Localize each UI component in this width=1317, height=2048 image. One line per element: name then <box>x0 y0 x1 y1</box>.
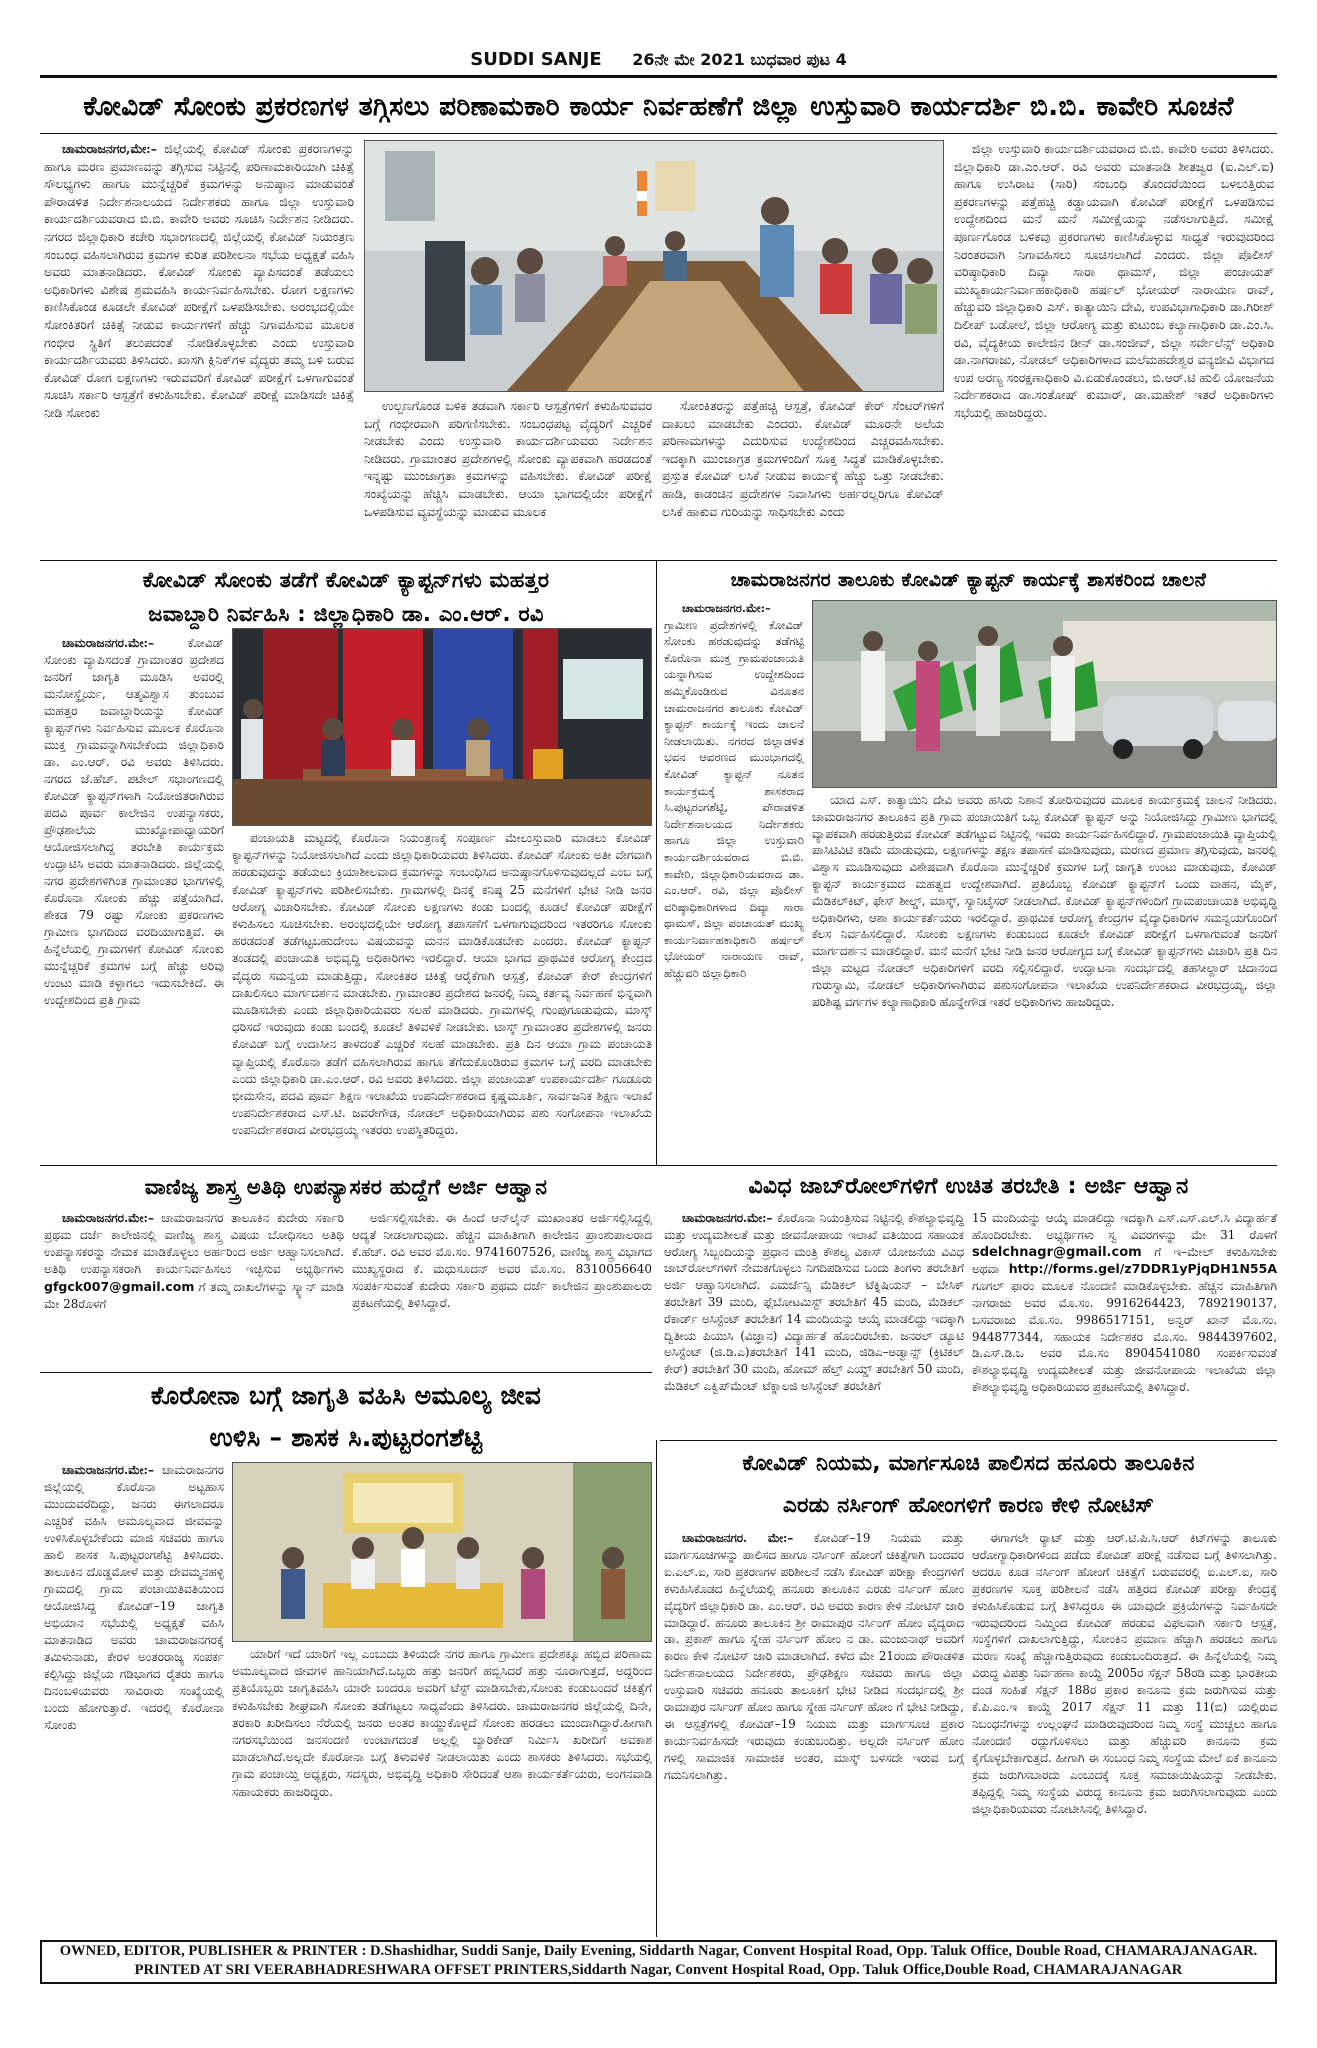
article-2-headline-line-1: ಕೋವಿಡ್ ಸೋಂಕು ತಡೆಗೆ ಕೋವಿಡ್ ಕ್ಯಾಪ್ಟನ್‌ಗಳು ಮಹತ್ತರ <box>142 568 550 592</box>
article-1-headline: ಕೋವಿಡ್ ಸೋಂಕು ಪ್ರಕರಣಗಳ ತಗ್ಗಿಸಲು ಪರಿಣಾಮಕಾರಿ ಕಾರ್ಯ ನಿರ್ವಹಣೆಗೆ ಜಿಲ್ಲಾ ಉಸ್ತುವಾರಿ ಕಾರ್ಯದರ್ಶಿ ಬಿ.ಬಿ. ಕಾವೇರಿ ಸೂಚನೆ <box>83 91 1234 122</box>
training-stage-photo <box>232 628 652 826</box>
awareness-meeting-illustration <box>233 1463 652 1642</box>
article-1-col-4: ಜಿಲ್ಲಾ ಉಸ್ತುವಾರಿ ಕಾರ್ಯದರ್ಶಿಯವರಾದ ಬಿ.ಬಿ. ಕಾವೇರಿ ಅವರು ತಿಳಿಸಿದರು. ಜಿಲ್ಲಾಧಿಕಾರಿ ಡಾ.ಎಂ.ಆರ್. ರವಿ ಅವರು ಮಾತನಾಡಿ ಶೀತಜ್ವರ (ಐ.ಎಲ್.ಐ) ಹಾಗೂ ಉಸಿರಾಟ (ಸಾರಿ) ಸಂಬಂಧಿ ತೊಂದರೆಯಿಂದ ಬಳಲುತ್ತಿರುವ ಪ್ರಕರಣಗಳನ್ನು ಪತ್ತೆಹಚ್ಚಿ ಕಡ್ಡಾಯವಾಗಿ ಕೋವಿಡ್ ಪರೀಕ್ಷೆಗೆ ಒಳಪಡಿಸುವ ಉದ್ದೇಶದಿಂದ ಮನೆ ಮನೆ ಸಮೀಕ್ಷೆಯನ್ನು ನಡೆಸಲಾಗುತ್ತಿದೆ. ಸಮೀಕ್ಷೆ ಪೂರ್ಣಗೊಂಡ ಬಳಿಕವು ಪ್ರಕರಣಗಳು ಕಾಣಿಸಿಕೊಳ್ಳುವ ಸಾಧ್ಯತೆ ಇರುವುದರಿಂದ ನಿರಂತರವಾಗಿ ನಿಗಾವಹಿಸಲು ಸೂಚಿಸಲಾಗಿದೆ ಎಂದರು. ಜಿಲ್ಲಾ ಪೊಲೀಸ್ ವರಿಷ್ಠಾಧಿಕಾರಿ ದಿವ್ಯಾ ಸಾರಾ ಥಾಮಸ್, ಜಿಲ್ಲಾ ಪಂಚಾಯತ್ ಮುಖ್ಯಕಾರ್ಯನಿರ್ವಾಹಕಾಧಿಕಾರಿ ಹರ್ಷಲ್ ಭೋಯರ್ ನಾರಾಯಣ ರಾವ್, ಹೆಚ್ಚುವರಿ ಜಿಲ್ಲಾಧಿಕಾರಿ ಎಸ್. ಕಾತ್ಯಾಯಿನಿ ದೇವಿ, ಉಪವಿಭಾಗಾಧಿಕಾರಿ ಡಾ.ಗಿರೀಶ್ ದಿಲೀಪ್ ಬಡೋಲೆ, ಜಿಲ್ಲಾ ಆರೋಗ್ಯ ಮತ್ತು ಕುಟುಂಬ ಕಲ್ಯಾಣಾಧಿಕಾರಿ ಡಾ.ಎಂ.ಸಿ. ರವಿ, ವೈದ್ಯಕೀಯ ಕಾಲೇಜಿನ ಡೀನ್ ಡಾ.ಸಂಜೀವ್, ಜಿಲ್ಲಾ ಸರ್ವೇಲೆನ್ಸ್ ಅಧಿಕಾರಿ ಡಾ.ನಾಗರಾಜು, ನೋಡಲ್ ಅಧಿಕಾರಿಗಳಾದ ಮಲೆಮಹದೇಶ್ವರ ವನ್ಯಜೀವಿ ವಿಭಾಗದ ಉಪ ಅರಣ್ಯ ಸಂರಕ್ಷಣಾಧಿಕಾರಿ ವಿ.ಏಡುಕೊಂಡಲು, ಬಿ.ಆರ್.ಟಿ ಹುಲಿ ಯೋಜನೆಯ ನಿರ್ದೇಶಕರಾದ ಡಾ.ಸಂತೋಷ್ ಕುಮಾರ್, ಡಾ.ಮಹೇಶ್ ಇತರೆ ಅಧಿಕಾರಿಗಳು ಸಭೆಯಲ್ಲಿ ಹಾಜರಿದ್ದರು. <box>954 141 1274 420</box>
divider-col-a2-a3 <box>656 560 657 1165</box>
paper-name: SUDDI SANJE <box>470 49 602 70</box>
divider-col-lower <box>656 1440 657 1937</box>
dateline: ಚಾಮರಾಜನಗರ. ಮೇ:– <box>682 1531 794 1545</box>
article-2-col-1: ಚಾಮರಾಜನಗರ.ಮೇ:– ಕೋವಿಡ್ ಸೋಂಕು ವ್ಯಾಪಿಸದಂತೆ ಗ್ರಾಮಾಂತರ ಪ್ರದೇಶದ ಜನರಿಗೆ ಜಾಗೃತಿ ಮೂಡಿಸಿ ಅವರಲ್ಲಿ ಮನೋಸ್ಥೈರ್ಯ, ಆತ್ಮವಿಶ್ವಾಸ ತುಂಬುವ ಮಹತ್ತರ ಜವಾಬ್ದಾರಿಯನ್ನು ಕೋವಿಡ್ ಕ್ಯಾಪ್ಟನ್‌ಗಳು ನಿರ್ವಹಿಸುವ ಮೂಲಕ ಕೊರೊನಾ ಮುಕ್ತ ಗ್ರಾಮವನ್ನಾಗಿಸಬೇಕೆಂದು ಜಿಲ್ಲಾಧಿಕಾರಿ ಡಾ. ಎಂ.ಆರ್. ರವಿ ಅವರು ತಿಳಿಸಿದರು. ನಗರದ ಜೆ.ಹೆಚ್. ಪಟೇಲ್ ಸಭಾಂಗಣದಲ್ಲಿ ಕೋವಿಡ್ ಕ್ಯಾಪ್ಟನ್‌ಗಳಾಗಿ ನಿಯೋಜಿತರಾಗಿರುವ ಪದವಿ ಪೂರ್ವ ಕಾಲೇಜಿನ ಉಪನ್ಯಾಸಕರು, ಪ್ರೌಢಶಾಲೆಯ ಮುಖ್ಯೋಪಾಧ್ಯಾಯರಿಗೆ ಆಯೋಜಿಸಲಾಗಿದ್ದ ತರಬೇತಿ ಕಾರ್ಯಕ್ರಮ ಉದ್ಘಾಟಿಸಿ ಅವರು ಮಾತನಾಡಿದರು. ಜಿಲ್ಲೆಯಲ್ಲಿ ನಗರ ಪ್ರದೇಶಗಳಿಗಿಂತ ಗ್ರಾಮಾಂತರ ಭಾಗಗಳಲ್ಲಿ ಕೊರೊನಾ ಸೋಂಕು ಹೆಚ್ಚು ಪತ್ತೆಯಾಗಿದೆ. ಶೇಕಡ 79 ರಷ್ಟು ಸೋಂಕು ಪ್ರಕರಣಗಳು ಗ್ರಾಮೀಣ ಭಾಗದಿಂದ ವರದಿಯಾಗುತ್ತಿವೆ. ಈ ಹಿನ್ನೆಲೆಯಲ್ಲಿ ಗ್ರಾಮಗಳಿಗೆ ಕೋವಿಡ್ ಸೋಂಕು ಮುನ್ನೆಚ್ಚರಿಕೆ ಕ್ರಮಗಳ ಬಗ್ಗೆ ಹೆಚ್ಚು ಅರಿವು ಉಂಟು ಮಾಡಿ ಕಳ್ಳಾಗಲು ಇದುಸಬೇಕಿದೆ. ಈ ಉದ್ದೇಶದಿಂದ ಪ್ರತಿ ಗ್ರಾಮ <box>44 636 224 1007</box>
article-7-headline-line-1: ಕೋವಿಡ್ ನಿಯಮ, ಮಾರ್ಗಸೂಚಿ ಪಾಲಿಸದ ಹನೂರು ತಾಲೂಕಿನ <box>742 1451 1195 1476</box>
article-5-col-2: ಅರ್ಜಿಸಲ್ಲಿಸಬೇಕು. ಈ ಹಿಂದೆ ಆನ್‌ಲೈನ್ ಮುಖಾಂತರ ಅರ್ಜಿಸಲ್ಲಿಸಿದ್ದಲ್ಲಿ ಆದ್ಯತೆ ನೀಡಲಾಗುವುದು. ಹೆಚ್ಚಿನ ಮಾಹಿತಿಗಾಗಿ ಕಾಲೇಜಿನ ಪ್ರಾಂಶುಪಾಲರಾದ ಕೆ.ಹೆಚ್. ರವಿ ಅವರ ಮೊ.ಸಂ. 9741607526, ವಾಣಿಜ್ಯ ಶಾಸ್ತ್ರ ವಿಭಾಗದ ಮುಖ್ಯಸ್ಥರಾದ ಕೆ. ಮಧುಸೂದನ್ ಅವರ ಮೊ.ಸಂ. 8310056640 ಸಂಪರ್ಕಿಸುವಂತೆ ಕುದೇರು ಸರ್ಕಾರಿ ಪ್ರಥಮ ದರ್ಜೆ ಕಾಲೇಜಿನ ಪ್ರಾಂಶುಪಾಲರು ಪ್ರಕಟಣೆಯಲ್ಲಿ ತಿಳಿಸಿದ್ದಾರೆ. <box>352 1211 652 1310</box>
dateline: ಚಾಮರಾಜನಗರ.ಮೇ:– <box>682 1211 773 1225</box>
article-5-col-1: ಚಾಮರಾಜನಗರ.ಮೇ:– ಚಾಮರಾಜನಗರ ತಾಲೂಕಿನ ಕುದೇರು ಸರ್ಕಾರಿ ಪ್ರಥಮ ದರ್ಜೆ ಕಾಲೇಜಿನಲ್ಲಿ ವಾಣಿಜ್ಯ ಶಾಸ್ತ್ರ ವಿಷಯ ಬೋಧಿಸಲು ಅತಿಥಿ ಉಪನ್ಯಾಸಕರನ್ನು ನೇಮಕ ಮಾಡಿಕೊಳ್ಳಲು ಅರ್ಹರಿಂದ ಅರ್ಜಿ ಆಹ್ವಾನಿಸಲಾಗಿದೆ. ಅತಿಥಿ ಉಪನ್ಯಾಸಕರಾಗಿ ಕಾರ್ಯನಿರ್ವಹಿಸಲು ಇಚ್ಛಿಸುವ ಅಭ್ಯರ್ಥಿಗಳು gfgck007@gmail.com ಗೆ ತಮ್ಮ ದಾಖಲೆಗಳನ್ನು ಸ್ಕ್ಯಾನ್ ಮಾಡಿ ಮೇ 28ರೊಳಗೆ <box>44 1211 344 1311</box>
article-1-col-1: ಚಾಮರಾಜನಗರ,ಮೇ:– ಜಿಲ್ಲೆಯಲ್ಲಿ ಕೋವಿಡ್ ಸೋಂಕು ಪ್ರಕರಣಗಳನ್ನು ಹಾಗೂ ಮರಣ ಪ್ರಮಾಣವನ್ನು ತಗ್ಗಿಸುವ ನಿಟ್ಟಿನಲ್ಲಿ ಪರಿಣಾಮಕಾರಿಯಾಗಿ ಚಿಕಿತ್ಸೆ ಸೌಲಭ್ಯಗಳು ಹಾಗೂ ಮುನ್ನೆಚ್ಚರಿಕೆ ಕ್ರಮಗಳನ್ನು ಅನುಷ್ಠಾನ ಮಾಡುವಂತೆ ಪೌರಾಡಳಿತ ನಿರ್ದೇಶನಾಲಯದ ನಿರ್ದೇಶಕರು ಹಾಗೂ ಜಿಲ್ಲಾ ಉಸ್ತುವಾರಿ ಕಾರ್ಯದರ್ಶಿಯವರಾದ ಬಿ.ಬಿ. ಕಾವೇರಿ ಅವರು ಸೂಚಿಸಿ ನಿರ್ದೇಶನ ನೀಡಿದರು. ನಗರದ ಜಿಲ್ಲಾಧಿಕಾರಿ ಕಚೇರಿ ಸಭಾಂಗಣದಲ್ಲಿ ಜಿಲ್ಲೆಯಲ್ಲಿ ಕೋವಿಡ್ ನಿಯಂತ್ರಣ ಸಂಬಂಧ ವಹಿಸಲಾಗಿರುವ ಕ್ರಮಗಳ ಕುರಿತ ಪರಿಶೀಲನಾ ಸಭೆಯ ಅಧ್ಯಕ್ಷತೆ ವಹಿಸಿ ಅವರು ಮಾತನಾಡಿದರು. ಕೋವಿಡ್ ಸೋಂಕು ವ್ಯಾಪಿಸದಂತೆ ತಡೆಯಲು ಅಧಿಕಾರಿಗಳು ವಿಶೇಷ ಶ್ರಮವಹಿಸಿ ಕಾರ್ಯನಿರ್ವಹಿಸಬೇಕು. ರೋಗ ಲಕ್ಷಣಗಳು ಕಾಣಿಸಿಕೊಂಡ ಕೂಡಲೇ ಕೋವಿಡ್ ಪರೀಕ್ಷೆಗೆ ಒಳಪಡಿಸಬೇಕು. ಅರಂಭದಲ್ಲಿಯೇ ಸೋಂಕಿತರಿಗೆ ಚಿಕಿತ್ಸೆ ನೀಡುವ ಕಾರ್ಯಗಳಿಗೆ ಹೆಚ್ಚು ನಿಗಾವಹಿಸುವ ಮೂಲಕ ಗಂಭೀರ ಸ್ಥಿತಿಗೆ ತಲುಪದಂತೆ ನೋಡಿಕೊಳ್ಳಬೇಕು ಎಂದು ಉಸ್ತುವಾರಿ ಕಾರ್ಯದರ್ಶಿಯವರು ತಿಳಿಸಿದರು. ಖಾಸಗಿ ಕ್ಲಿನಿಕ್‌ಗಳ ವೈದ್ಯರು ತಮ್ಮ ಬಳಿ ಬರುವ ಕೋವಿಡ್ ರೋಗ ಲಕ್ಷಣಗಳು ಇರುವವರಿಗೆ ಕೋವಿಡ್ ಪರೀಕ್ಷೆಗೆ ಒಳಗಾಗುವಂತೆ ಸೂಚಿಸಿ ಸರ್ಕಾರಿ ಆಸ್ಪತ್ರೆಗೆ ಕಳುಹಿಸಬೇಕು. ಕೋವಿಡ್ ಪರೀಕ್ಷೆ ಮಾಡಿಸದೇ ಚಿಕಿತ್ಸೆ ನೀಡಿ ಸೋಂಕು <box>44 141 354 420</box>
masthead <box>40 48 1277 74</box>
article-7-col-1: ಚಾಮರಾಜನಗರ. ಮೇ:– ಕೋವಿಡ್–19 ನಿಯಮ ಮತ್ತು ಮಾರ್ಗಸೂಚಿಗಳನ್ನು ಪಾಲಿಸದ ಹಾಗೂ ನರ್ಸಿಂಗ್ ಹೋಂಗೆ ಚಿಕಿತ್ಸೆಗಾಗಿ ಬಂದವರ ಐ.ಎಲ್.ಐ, ಸಾರಿ ಪ್ರಕರಣಗಳ ಪರಿಶೀಲನೆ ನಡೆಸಿ ಕೋವಿಡ್ ಪರೀಕ್ಷಾ ಕೇಂದ್ರಗಳಿಗೆ ಕಳುಹಿಸಿಕೊಡದ ಹಿನ್ನೆಲೆಯಲ್ಲಿ ಹನೂರು ತಾಲೂಕಿನ ಎರಡು ನರ್ಸಿಂಗ್ ಹೋಂ ವೈದ್ಯರಿಗೆ ಜಿಲ್ಲಾಧಿಕಾರಿ ಡಾ. ಎಂ.ಆರ್. ರವಿ ಅವರು ಕಾರಣ ಕೇಳಿ ನೋಟಿಸ್ ಜಾರಿ ಮಾಡಿದ್ದಾರೆ. ಹನೂರು ತಾಲೂಕಿನ ಶ್ರೀ ರಾಮಾಪುರ ನರ್ಸಿಂಗ್ ಹೋಂ ವೈದ್ಯರಾದ ಡಾ. ಪ್ರಕಾಶ್ ಹಾಗೂ ಸ್ನೇಹ ನರ್ಸಿಂಗ್ ಹೋಂ ನ ಡಾ. ಮಂಜುನಾಥ್ ಅವರಿಗೆ ಕಾರಣ ಕೇಳಿ ನೋಟಿಸ್ ಜಾರಿ ಮಾಡಲಾಗಿದೆ. ಕಳೆದ ಮೇ 21ರಂದು ಪೌರಾಡಳಿತ ನಿರ್ದೇಶನಾಲಯದ ನಿರ್ದೇಶಕರು, ಪ್ರೌಢಶಿಕ್ಷಣ ಸಚಿವರು ಹಾಗೂ ಜಿಲ್ಲಾ ಉಸ್ತುವಾರಿ ಸಚಿವರು ಹನೂರು ತಾಲೂಕಿಗೆ ಭೇಟಿ ನೀಡಿದ ಸಂದರ್ಭದಲ್ಲಿ ಶ್ರೀ ರಾಮಾಪುರ ನರ್ಸಿಂಗ್ ಹೋಂ ಹಾಗೂ ಸ್ನೇಹ ನರ್ಸಿಂಗ್ ಹೋಂ ಗೆ ಭೇಟಿ ನೀಡಿದ್ದು, ಈ ಆಸ್ಪತ್ರೆಗಳಲ್ಲಿ ಕೋವಿಡ್–19 ನಿಯಮ ಮತ್ತು ಮಾರ್ಗಸೂಚಿ ಪ್ರಕಾರ ಕಾರ್ಯನಿರ್ವಹಿಸದೇ ಇರುವುದು ಕಂಡುಬಂದಿತ್ತು. ಅಲ್ಲದೇ ನರ್ಸಿಂಗ್ ಹೋಂ ಗಳಲ್ಲಿ ಸಾಮಾಜಿಕ ಸಾಮಾಜಿಕ ಅಂತರ, ಮಾಸ್ಕ್ ಬಳಸದೇ ಇರುವ ಬಗ್ಗೆ ಗಮನಿಸಲಾಗಿತ್ತು. <box>664 1531 964 1782</box>
dateline: ಚಾಮರಾಜನಗರ,ಮೇ:– <box>62 141 157 156</box>
article-7-headline-line-2: ಎರಡು ನರ್ಸಿಂಗ್ ಹೋಂಗಳಿಗೆ ಕಾರಣ ಕೇಳಿ ನೋಟಿಸ್ <box>782 1493 1155 1518</box>
article-1-col-2: ಉಲ್ಬಣಗೊಂಡ ಬಳಿಕ ತಡವಾಗಿ ಸರ್ಕಾರಿ ಆಸ್ಪತ್ರೆಗಳಿಗೆ ಕಳುಹಿಸುವವರ ಬಗ್ಗೆ ಗಂಭೀರವಾಗಿ ಪರಿಗಣಿಸಬೇಕು. ಸಂಬಂಧಪಟ್ಟ ವೈದ್ಯರಿಗೆ ಎಚ್ಚರಿಕೆ ನೀಡಬೇಕು ಎಂದು ಉಸ್ತುವಾರಿ ಕಾರ್ಯದರ್ಶಿಯವರು ನಿರ್ದೇಶನ ನೀಡಿದರು. ಗ್ರಾಮಾಂತರ ಪ್ರದೇಶಗಳಲ್ಲಿ ಸೋಂಕು ವ್ಯಾಪಕವಾಗಿ ಹರಡದಂತೆ ಇನ್ನಷ್ಟು ಮುಂಜಾಗ್ರತಾ ಕ್ರಮಗಳನ್ನು ವಹಿಸಬೇಕು. ಕೋವಿಡ್ ಪರೀಕ್ಷೆ ಸಂಖ್ಯೆಯನ್ನು ಹೆಚ್ಚಿಸಿ ಮಾಡಬೇಕು. ಆಯಾ ಭಾಗದಲ್ಲಿಯೇ ಪರೀಕ್ಷೆಗೆ ಒಳಪಡಿಸುವ ವ್ಯವಸ್ಥೆಯನ್ನು ಮಾಡುವ ಮೂಲಕ <box>364 398 652 519</box>
article-4-headline: ವಿವಿಧ ಜಾಬ್‌ರೋಲ್‌ಗಳಿಗೆ ಉಚಿತ ತರಬೇತಿ : ಅರ್ಜಿ ಆಹ್ವಾನ <box>748 1174 1189 1199</box>
dateline: ಚಾಮರಾಜನಗರ.ಮೇ:– <box>682 601 771 615</box>
dateline: ಚಾಮರಾಜನಗರ.ಮೇ:– <box>62 636 154 650</box>
article-7-col-2: ಈಗಾಗಲೇ ರ್‍ಯಾಟ್ ಮತ್ತು ಆರ್.ಟಿ.ಪಿ.ಸಿ.ಆರ್ ಕಿಟ್‌ಗಳನ್ನು ತಾಲೂಕು ಆರೋಗ್ಯಾಧಿಕಾರಿಗಳಿಂದ ಪಡೆದು ಕೋವಿಡ್ ಪರೀಕ್ಷೆ ನಡೆಸುವ ಬಗ್ಗೆ ತಿಳಿಸಲಾಗಿತ್ತು. ಆದರೂ ಕೂಡ ನರ್ಸಿಂಗ್ ಹೋಂಗೆ ಚಿಕಿತ್ಸೆಗೆ ಬರುವವರಲ್ಲಿ ಐ.ಎಲ್.ಐ, ಸಾರಿ ಪ್ರಕರಣಗಳ ಸೂಕ್ತ ಪರಿಶೀಲನೆ ನಡೆಸಿ ಹತ್ತಿರದ ಕೋವಿಡ್ ಪರೀಕ್ಷಾ ಕೇಂದ್ರಕ್ಕೆ ಕಳುಹಿಸಿಕೊಡುವ ಬಗ್ಗೆ ತಿಳಿಸಿದ್ದರೂ ಈ ಯಾವುದೇ ಪ್ರಕ್ರಿಯೆಗಳನ್ನು ನಿರ್ವಹಿಸದೇ ಇರುವುದರಿಂದ ನಿಮ್ಮಿಂದ ಕೋವಿಡ್ ಹರಡುವ ವಿಫಲವಾಗಿ ಸರ್ಕಾರಿ ಆಸ್ಪತ್ರೆ, ಸಂಸ್ಥೆಗಳಿಗೆ ದಾಖಲಾಗುತ್ತಿದ್ದು, ಸೋಂಕಿನ ಪ್ರಮಾಣ ಹೆಚ್ಚಾಗಿ ಹರಡಲು ಹಾಗೂ ಮರಣ ಸಂಖ್ಯೆ ಹೆಚ್ಚಾಗುತ್ತಿರುವುದು ಕಂಡುಬಂದಿರುತ್ತದೆ. ಈ ಹಿನ್ನೆಲೆಯಲ್ಲಿ ನಿಮ್ಮ ವಿರುದ್ಧ ವಿಪತ್ತು ನಿರ್ವಹಣಾ ಕಾಯ್ದೆ 2005ರ ಸೆಕ್ಷನ್ 58ರಡಿ ಮತ್ತು ಭಾರತೀಯ ದಂಡ ಸಂಹಿತೆ ಸೆಕ್ಷನ್ 188ರ ಪ್ರಕಾರ ಕಾನೂನು ಕ್ರಮ ಜರುಗಿಸುವ ಮತ್ತು ಕೆ.ಪಿ.ಎಂ.ಇ ಕಾಯ್ದೆ 2017 ಸೆಕ್ಷನ್ 11 ಮತ್ತು 11(ಬಿ) ಯಲ್ಲಿರುವ ನಿಬಂಧನೆಗಳನ್ನು ಉಲ್ಲಂಘನೆ ಮಾಡಿರುವುದರಿಂದ ನಿಮ್ಮ ಸಂಸ್ಥೆ ಮುಚ್ಚಲು ಹಾಗೂ ನೋಂದಣಿ ರದ್ದುಗೊಳಿಸಲು ಮತ್ತು ಹೆಚ್ಚುವರಿ ಕಾನೂನು ಕ್ರಮ ಕೈಗೊಳ್ಳಬೇಕಾಗುತ್ತದೆ. ಹೀಗಾಗಿ ಈ ಸಂಬಂಧ ನಿಮ್ಮ ಸಂಸ್ಥೆಯ ಮೇಲೆ ಏಕೆ ಕಾನೂನು ಕ್ರಮ ಜರುಗಿಸಬಾರದು ಎಂಬುದಕ್ಕೆ ಸೂಕ್ತ ಸಮಜಾಯಿಷಿಯನ್ನು ನೀಡಬೇಕು. ತಪ್ಪಿದ್ದಲ್ಲಿ ನಿಮ್ಮ ಸಂಸ್ಥೆಯ ವಿರುದ್ಧ ಕಾನೂನು ಕ್ರಮ ಜರುಗಿಸಲಾಗುವುದು ಎಂದು ಜಿಲ್ಲಾಧಿಕಾರಿಯವರು ನೋಟೀಸಿನಲ್ಲಿ ತಿಳಿಸಿದ್ದಾರೆ. <box>972 1531 1277 1816</box>
divider-a5-a6 <box>40 1372 652 1373</box>
divider-a4-a7 <box>660 1440 1277 1441</box>
article-2-col-2: ಪಂಚಾಯತಿ ಮಟ್ಟದಲ್ಲಿ ಕೊರೊನಾ ನಿಯಂತ್ರಣಕ್ಕೆ ಸಂಪೂರ್ಣ ಮೇಲುಸ್ತುವಾರಿ ಮಾಡಲು ಕೋವಿಡ್ ಕ್ಯಾಪ್ಟನ್‌ಗಳನ್ನು ನಿಯೋಜಿಸಲಾಗಿದೆ ಎಂದು ಜಿಲ್ಲಾಧಿಕಾರಿಯವರು ತಿಳಿಸಿದರು. ಕೋವಿಡ್ ಸೋಂಕು ಅತೀ ವೇಗವಾಗಿ ಹರಡುವುದನ್ನು ತಡೆಯಲು ಕ್ರಿಯಾಶೀಲವಾದ ಕ್ರಮಗಳನ್ನು ಸಂಬಂಧಿಸಿದ ಅನುಷ್ಠಾನಗೊಳಿಸುವುದಲ್ಲದೆ ಎಂಬ ಬಗ್ಗೆ ಕೋವಿಡ್ ಕ್ಯಾಪ್ಟನ್‌ಗಳು ಪರಿಶೀಲಿಸಬೇಕು. ಗ್ರಾಮಗಳಲ್ಲಿ ದಿನಕ್ಕೆ ಕನಿಷ್ಠ 25 ಮನೆಗಳಿಗೆ ಭೇಟಿ ನೀಡಿ ಜನರ ಆರೋಗ್ಯ ವಿಚಾರಿಸಬೇಕು. ಕೋವಿಡ್ ಸೋಂಕು ಲಕ್ಷಣಗಳು ಕಂಡು ಬಂದಲ್ಲಿ ಕೂಡಲೆ ಕೋವಿಡ್ ಪರೀಕ್ಷೆಗೆ ಕಳುಹಿಸಲು ಸೂಚಿಸಬೇಕು. ಅರಂಭದಲ್ಲಿಯೇ ಆರೋಗ್ಯ ತಪಾಸಣೆಗೆ ಒಳಗಾಗುವುದರಿಂದ ಇತರರಿಗೂ ಸೋಂಕು ಹರಡದಂತೆ ತಡೆಗಟ್ಟಬಹುದೇಂಬ ವಿಷಯವನ್ನು ಮನನ ಮಾಡಿಕೊಡಬೇಕು ಎಂದರು. ಕೋವಿಡ್ ಕ್ಯಾಪ್ಟನ್ ತಂಡದಲ್ಲಿ ಪಂಚಾಯತಿ ಅಭಿವೃದ್ಧಿ ಅಧಿಕಾರಿಗಳು ಇರಲಿದ್ದಾರೆ. ಆಯಾ ಭಾಗದ ಪ್ರಾಥಮಿಕ ಆರೋಗ್ಯ ಕೇಂದ್ರದ ವೈದ್ಯರು ಸಮನ್ವಯ ಮಾಡುತ್ತಿದ್ದು, ಸೋಂಕಿತರ ಚಿಕಿತ್ಸೆ ಆರೈಕೆಗಾಗಿ ಆಸ್ಪತ್ರೆ, ಕೋವಿಡ್ ಕೇರ್ ಕೇಂದ್ರಗಳಿಗೆ ದಾಖಲಿಸಲು ಮಾರ್ಗದರ್ಶನ ಮಾಡಬೇಕು. ಗ್ರಾಮಾಂತರ ಪ್ರದೇಶದ ಜನರಲ್ಲಿ ನಿಮ್ಮ ಕರ್ತವ್ಯ ನಿರ್ವಹಣೆ ಭಿನ್ನವಾಗಿ ಮೂಡಿಸಬೇಕು ಎಂದು ಜಿಲ್ಲಾಧಿಕಾರಿಯವರು ಸಲಹೆ ಮಾಡಿದರು. ಗ್ರಾಮಗಳಲ್ಲಿ ಗುಂಪುಗೂಡುವುದು, ಮಾಸ್ಕ್ ಧರಿಸದೆ ಇರುವುದು ಕಂಡು ಬಂದಲ್ಲಿ ಕೂಡಲೆ ತಿಳಿವಳಿಕೆ ನೀಡಬೇಕು. ಟಾಸ್ಕ್ ಗ್ರಾಮಾಂತರ ಪ್ರದೇಶಗಳಲ್ಲಿ ಜನರು ಕೋವಿಡ್ ಬಗ್ಗೆ ಉದಾಸೀನ ತಾಳದಂತೆ ಎಚ್ಚರಿಕೆ ಸಲಹೆ ಮಾಡಬೇಕು. ಪ್ರತಿ ದಿನ ಆಯಾ ಗ್ರಾಮ ಪಂಚಾಯತಿ ವ್ಯಾಪ್ತಿಯಲ್ಲಿ ಕೊರೊನಾ ತಡೆಗೆ ವಹಿಸಲಾಗಿರುವ ಹಾಗೂ ತೆಗೆದುಕೊಂಡಿರುವ ಕ್ರಮಗಳ ಬಗ್ಗೆ ವರದಿ ಮಾಡಬೇಕು ಎಂದು ಜಿಲ್ಲಾಧಿಕಾರಿ ಡಾ.ಎಂ.ಆರ್. ರವಿ ಅವರು ತಿಳಿಸಿದರು. ಜಿಲ್ಲಾ ಪಂಚಾಯತ್ ಉಪಕಾರ್ಯದರ್ಶಿ ಗೂಡೂರು ಭೀಮಸೇನ, ಪದವಿ ಪೂರ್ವ ಶಿಕ್ಷಣ ಇಲಾಖೆಯ ಉಪನಿರ್ದೇಶಕರಾದ ಕೃಷ್ಣಮೂರ್ತಿ, ಸಾರ್ವಜನಿಕ ಶಿಕ್ಷಣ ಇಲಾಖೆ ಉಪನಿರ್ದೇಶಕರಾದ ಎಸ್.ಟಿ. ಜವರೇಗೌಡ, ನೋಡಲ್ ಅಧಿಕಾರಿಯಾಗಿರುವ ಪಶು ಸಂಗೋಪನಾ ಇಲಾಖೆಯ ಉಪನಿರ್ದೇಶಕರಾದ ವೀರಭದ್ರಯ್ಯ ಇತರರು ಉಪಸ್ಥಿತರಿದ್ದರು. <box>232 831 652 1138</box>
article-3-col-2: ಯಾದ ಎಸ್. ಕಾತ್ಯಾಯಿನಿ ದೇವಿ ಅವರು ಹಸಿರು ನಿಶಾನೆ ತೋರಿಸುವುದರ ಮೂಲಕ ಕಾರ್ಯಕ್ರಮಕ್ಕೆ ಚಾಲನೆ ನೀಡಿದರು. ಚಾಮರಾಜನಗರ ತಾಲೂಕಿನ ಪ್ರತಿ ಗ್ರಾಮ ಪಂಚಾಯಿತಿಗೆ ಒಬ್ಬ ಕೋವಿಡ್ ಕ್ಯಾಪ್ಟನ್ ಅನ್ನು ನಿಯೋಜಿಸಿದ್ದು ಗ್ರಾಮೀಣ ಭಾಗದಲ್ಲಿ ವ್ಯಾಪಕವಾಗಿ ಹರಡುತ್ತಿರುವ ಕೋವಿಡ್ ತಡೆಗಟ್ಟುವ ನಿಟ್ಟಿನಲ್ಲಿ ಇವರು ಕಾರ್ಯನಿರ್ವಹಿಸಲಿದ್ದಾರೆ. ಗ್ರಾಮಪಂಚಾಯಿತಿ ವ್ಯಾಪ್ತಿಯಲ್ಲಿ ಪಾಸಿಟಿವಿಟಿ ಕಡಿಮೆ ಮಾಡುವುದು, ಲಕ್ಷಣಗಳನ್ನು ತಕ್ಷಣ ತಪಾಸಣೆ ಮಾಡಿಸುವುದು, ಮರಣದ ಪ್ರಮಾಣ ತಗ್ಗಿಸುವುದು, ಜನರಲ್ಲಿ ವಿಶ್ವಾಸ ಮೂಡಿಸುವುದು ವಿಶೇಷವಾಗಿ ಕೊರೊನಾ ಮುನ್ನೆಚ್ಚರಿಕೆ ಕ್ರಮಗಳ ಬಗ್ಗೆ ಜಾಗೃತಿ ಉಂಟು ಮಾಡುವುದು, ಕೋವಿಡ್ ಕ್ಯಾಪ್ಟನ್ ಕಾರ್ಯಕ್ರಮದ ಮಹತ್ವದ ಉದ್ದೇಶವಾಗಿದೆ. ಪ್ರತಿಯೊಬ್ಬ ಕೋವಿಡ್ ಕ್ಯಾಪ್ಟನ್‌ಗೆ ಒಂದು ವಾಹನ, ಮೈಕ್, ಮೆಡಿಕಲ್‌ಕಿಟ್, ಫೇಸ್ ಶೀಲ್ಡ್, ಮಾಸ್ಕ್, ಸ್ಯಾನಿಟೈಸರ್ ನೀಡಲಾಗಿದೆ. ಕೋವಿಡ್ ಕ್ಯಾಪ್ಟನ್‌ಗಳಿಂದಿಗೆ ಗ್ರಾಮಪಂಚಾಯತಿ ಅಭಿವೃದ್ಧಿ ಅಧಿಕಾರಿಗಳು, ಆಶಾ ಕಾರ್ಯಕರ್ತೆಯರು ಇರಲಿದ್ದಾರೆ. ಪ್ರಾಥಮಿಕ ಆರೋಗ್ಯ ಕೇಂದ್ರಗಳ ವೈದ್ಯಾಧಿಕಾರಿಗಳ ಸಮನ್ವಯಗೊಂದಿಗೆ ಕೆಲಸ ನಿರ್ವಹಿಸಲಿದ್ದಾರೆ. ಸೋಂಕು ಲಕ್ಷಣಗಳು ಕಂಡುಬಂದ ಕೂಡಲೇ ಕೋವಿಡ್ ಪರೀಕ್ಷೆಗೆ ಒಳಗಾಗುವಂತೆ ಜನರಿಗೆ ಮಾರ್ಗದರ್ಶನ ಮಾಡಲಿದ್ದಾರೆ. ಮನೆ ಮನೆಗೆ ಭೇಟಿ ನೀಡಿ ಜನರ ಆರೋಗ್ಯದ ಬಗ್ಗೆ ಕೋವಿಡ್ ಕ್ಯಾಪ್ಟನ್‌ಗಳು ವಿಚಾರಿಸಿ ಪ್ರತಿ ದಿನ ಜಿಲ್ಲಾ ಮಟ್ಟದ ನೋಡಲ್ ಅಧಿಕಾರಿಗಳಿಗೆ ವರದಿ ಸಲ್ಲಿಸಲಿದ್ದಾರೆ. ಉದ್ಘಾಟನಾ ಸಂದರ್ಭದಲ್ಲಿ ತಹಸೀಲ್ದಾರ್ ಚಿದಾನಂದ ಗುರುಸ್ವಾಮಿ, ನೋಡಲ್ ಅಧಿಕಾರಿಗಳಾಗಿರುವ ಪಶುಸಂಗೋಪನಾ ಇಲಾಖೆಯ ಉಪನಿರ್ದೇಶಕರಾದ ವೀರಭದ್ರಯ್ಯ, ಜಿಲ್ಲಾ ಪರಿಶಿಷ್ಟ ವರ್ಗಗಳ ಕಲ್ಯಾಣಾಧಿಕಾರಿ ಹೊನ್ನೇಗೌಡ ಇತರೆ ಅಧಿಕಾರಿಗಳು ಹಾಜರಿದ್ದರು. <box>812 793 1277 1009</box>
flag-off-illustration <box>813 601 1277 788</box>
date-line: 26ನೇ ಮೇ 2021 ಬುಧವಾರ ಪುಟ 4 <box>632 50 847 69</box>
footer-printer-line: PRINTED AT SRI VEERABHADRESHWARA OFFSET PRINTERS,Siddarth Nagar, Convent Hospital Road, Opp. Taluk Office,Double Road, CHAMARAJANAGAR <box>134 1962 1183 1978</box>
a1-rule <box>40 133 1277 134</box>
article-6-headline-line-2: ಉಳಿಸಿ – ಶಾಸಕ ಸಿ.ಪುಟ್ಟರಂಗಶೆಟ್ಟಿ <box>209 1423 483 1452</box>
article-6-col-1: ಚಾಮರಾಜನಗರ.ಮೇ:– ಚಾಮರಾಜನಗರ ಜಿಲ್ಲೆಯಲ್ಲಿ ಕೊರೊನಾ ಅಟ್ಟಹಾಸ ಮುಂದುವರೆದಿದ್ದು, ಜನರು ಈಗಲಾದರೂ ಎಚ್ಚರಿಕೆ ವಹಿಸಿ ಅಮೂಲ್ಯವಾದ ಜೀವವನ್ನು ಉಳಿಸಿಕೊಳ್ಳಬೇಕೆಂದು ಮಾಜಿ ಸಚಿವರು ಹಾಗೂ ಹಾಲಿ ಶಾಸಕ ಸಿ.ಪುಟ್ಟರಂಗಶೆಟ್ಟಿ ತಿಳಿಸಿದರು. ತಾಲೂಕಿನ ದೊಡ್ಡಮೋಳೆ ಮತ್ತು ದೇವಮ್ಮನಹಳ್ಳಿ ಗ್ರಾಮದಲ್ಲಿ ಗ್ರಾಮ ಪಂಚಾಯಿತಿವತಿಯಿಂದ ಆಯೋಜಿಸಿದ್ದ ಕೋವಿಡ್–19 ಜಾಗೃತಿ ಅಭಿಯಾನ ಸಭೆಯಲ್ಲಿ ಅಧ್ಯಕ್ಷತೆ ವಹಿಸಿ ಮಾತನಾಡಿದ ಅವರು ಚಾಮರಾಜನಗರಕ್ಕೆ ತಮಿಳುನಾಡು, ಕೇರಳ ಅಂತರರಾಜ್ಯ ಸಂಪರ್ಕ ಕಲ್ಪಿಸಿದ್ದು ಜಿಲ್ಲೆಯ ಗಡಿಭಾಗದ ರೈತರು ಹಾಗೂ ದಿನಂಬಳಿಯವರು ಸಾವಿರಾರು ಸಂಖ್ಯೆಯಲ್ಲಿ ಬಂದು ಹೋಗುತ್ತಾರೆ. ಇದರಲ್ಲಿ ಕೊರೋನಾ ಸೋಂಕು <box>44 1463 224 1732</box>
footer-owner-line: OWNED, EDITOR, PUBLISHER & PRINTER : D.Shashidhar, Suddi Sanje, Daily Evening, Siddarth Nagar, Convent Hospital Road, Opp. Taluk Office, Double Road, CHAMARAJANAGAR. <box>59 1943 1258 1959</box>
college-email[interactable]: gfgck007@gmail.com <box>44 1279 195 1294</box>
article-3-headline: ಚಾಮರಾಜನಗರ ತಾಲೂಕು ಕೋವಿಡ್ ಕ್ಯಾಪ್ಟನ್ ಕಾರ್ಯಕ್ಕೆ ಶಾಸಕರಿಂದ ಚಾಲನೆ <box>730 569 1207 591</box>
divider-row-1 <box>40 560 1277 561</box>
training-stage-illustration <box>233 629 652 826</box>
meeting-hall-illustration <box>365 141 944 392</box>
flag-off-photo <box>812 600 1277 788</box>
dateline: ಚಾಮರಾಜನಗರ.ಮೇ:– <box>62 1211 154 1225</box>
masthead-rule <box>40 75 1277 78</box>
article-2-headline-line-2: ಜವಾಬ್ದಾರಿ ನಿರ್ವಹಿಸಿ : ಜಿಲ್ಲಾಧಿಕಾರಿ ಡಾ. ಎಂ.ಆರ್. ರವಿ <box>148 602 544 626</box>
awareness-meeting-photo <box>232 1462 652 1642</box>
dateline: ಚಾಮರಾಜನಗರ.ಮೇ:– <box>62 1463 154 1477</box>
skill-dept-email[interactable]: sdelchnagr@gmail.com <box>972 1244 1142 1260</box>
article-6-headline-line-1: ಕೊರೋನಾ ಬಗ್ಗೆ ಜಾಗೃತಿ ವಹಿಸಿ ಅಮೂಲ್ಯ ಜೀವ <box>150 1381 542 1410</box>
google-form-link[interactable]: http://forms.gel/z7DDR1yPjqDH1N55A <box>1008 1261 1277 1277</box>
article-6-col-2: ಯಾರಿಗೆ ಇದೆ ಯಾರಿಗೆ ಇಲ್ಲ ಎಂಬುದು ತಿಳಿಯದೇ ನಗರ ಹಾಗೂ ಗ್ರಾಮೀಣ ಪ್ರದೇಶಕ್ಕೂ ಹಬ್ಬಿದ ಪರಿಣಾಮ ಅಮೂಲ್ಯವಾದ ಜೀವಗಳ ಹಾನಿಯಾಗಿದೆ.ಒಬ್ಬರು ಹತ್ತು ಜನರಿಗೆ ಹಬ್ಬಿಸಿದರೆ ಹತ್ತು ನೂರಾಗುತ್ತದೆ, ಅದ್ದರಿಂದ ಪ್ರತಿಯೊಬ್ಬರು ಜಾಗೃತಿವಹಿಸಿ ಯಾರೇ ಬಂದರೂ ಅವರಿಗೆ ಟೆಸ್ಟ್ ಮಾಡಿಸಬೇಕು,ಸೋಂಕು ಕಂಡುಬಂದರೆ ಚಿಕಿತ್ಸೆಗೆ ಕಳುಹಿಸಬೇಕು ಶೀಘ್ರವಾಗಿ ಸೋಂಕು ತಡೆಗಟ್ಟಲು ಸಾಧ್ಯವೆಂದು ತಿಳಿಸಿದರು. ಚಾಮರಾಜನಗರ ಜಿಲ್ಲೆಯಲ್ಲಿ ದಿನೇ, ತರಕಾರಿ ಖರೀದಿಸಲು ನೆರೆಯಲ್ಲಿ ಜನರು ಅಂತರ ಕಾಯ್ದುಕೊಳ್ಳದೆ ಸೋಂಕು ಹರಡಲು ಮುಂದಾಗಿದ್ದಾರೆ.ಹೀಗಾಗಿ ನಗರಸಭೆಯಿಂದ ಜನಸಂದಣಿ ಉಂಟಾಗದಂತೆ ಅಲ್ಲಲ್ಲಿ ಬ್ಯಾರಿಕೇಡ್ ನಿರ್ಮಿಸಿ ಖರೀದಿಗೆ ಅವಕಾಶ ಮಾಡಲಾಗಿದೆ.ಅಲ್ಲದೇ ಕೊರೋನಾ ಬಗ್ಗೆ ತಿಳುವಳಿಕೆ ನೀಡಲಾಯಿತು ಎಂದು ಶಾಸಕರು ತಿಳಿಸಿದರು. ಸಭೆಯಲ್ಲಿ ಗ್ರಾಮ ಪಂಚಾಯ್ತಿ ಅಧ್ಯಕ್ಷರು, ಸದಸ್ಯರು, ಅಭಿವೃದ್ಧಿ ಅಧಿಕಾರಿ ಸೇರಿದಂತೆ ಆಶಾ ಕಾರ್ಯಕರ್ತೆಯರು, ಅಂಗನವಾಡಿ ಸಹಾಯಕರು ಹಾಜರಿದ್ದರು. <box>232 1647 652 1799</box>
article-1-col-3: ಸೋಂಕಿತರನ್ನು ಪತ್ತೆಹಚ್ಚಿ ಆಸ್ಪತ್ರೆ, ಕೋವಿಡ್ ಕೇರ್ ಸೆಂಟರ್‌ಗಳಿಗೆ ದಾಖಲು ಮಾಡಬೇಕು ಎಂದರು. ಕೋವಿಡ್ ಮೂರನೇ ಅಲೆಯ ಪರಿಣಾಮಗಳನ್ನು ಎದುರಿಸುವ ಉದ್ದೇಶದಿಂದ ಎಚ್ಚರವಹಿಸಬೇಕು. ಇದಕ್ಕಾಗಿ ಮುಂಜಾಗ್ರತ ಕ್ರಮಗಳಿಂದಿಗೆ ಸೂಕ್ತ ಸಿದ್ಧತೆ ಮಾಡಿಕೊಳ್ಳಬೇಕು. ಪ್ರಸ್ತುತ ಕೋವಿಡ್ ಲಸಿಕೆ ನೀಡುವ ಕಾರ್ಯಕ್ಕೆ ಹೆಚ್ಚು ಒತ್ತು ನೀಡಬೇಕು. ಹಾಡಿ, ಕಾಡಂಚಿನ ಪ್ರದೇಶಗಳ ನಿವಾಸಿಗಳು ಅರ್ಹರಲ್ಲರಿಗೂ ಕೋವಿಡ್ ಲಸಿಕೆ ಹಾಕುವ ಗುರಿಯನ್ನು ಸಾಧಿಸಬೇಕು ಎಂದು <box>662 398 944 519</box>
article-5-headline: ವಾಣಿಜ್ಯ ಶಾಸ್ತ್ರ ಅತಿಥಿ ಉಪನ್ಯಾಸಕರ ಹುದ್ದೆಗೆ ಅರ್ಜಿ ಆಹ್ವಾನ <box>144 1175 548 1199</box>
divider-row-2 <box>40 1165 1277 1166</box>
meeting-hall-photo <box>364 140 944 392</box>
article-4-col-2: 15 ಮಂದಿಯನ್ನು ಆಯ್ಕೆ ಮಾಡಲಿದ್ದು ಇದಕ್ಕಾಗಿ ಎಸ್.ಎಸ್.ಎಲ್.ಸಿ ವಿದ್ಯಾರ್ಹತೆ ಹೊಂದಿರಬೇಕು. ಅಭ್ಯರ್ಥಿಗಳು ಸ್ವ ವಿವರಗಳನ್ನು ಮೇ 31 ರೊಳಗೆ sdelchnagr@gmail.com ಗೆ ಇ–ಮೇಲ್ ಕಳುಹಿಸಬೇಕು ಅಥವಾ http://forms.gel/z7DDR1yPjqDH1N55A ಗೂಗಲ್ ಫಾರಂ ಮೂಲಕ ನೊಂದಣಿ ಮಾಡಿಕೊಳ್ಳಬೇಕು. ಹೆಚ್ಚಿನ ಮಾಹಿತಿಗಾಗಿ ನಾಗರಾಜು ಅವರ ಮೊ.ಸಂ. 9916264423, 7892190137, ಬಸವರಾಜು ಮೊ.ಸಂ. 9986517151, ಅನ್ವರ್ ಖಾನ್ ಮೊ.ಸಂ. 944877344, ಸಹಾಯಕ ನಿರ್ದೇಶಕರ ಮೊ.ಸಂ. 9844397602, ಡಿ.ಎಸ್.ಡಿ.ಒ ಅವರ ಮೊ.ಸಂ 8904541080 ಸಂಪರ್ಕಿಸುವಂತೆ ಕೌಶಲ್ಯಾಭಿವೃದ್ಧಿ ಉದ್ಯಮಶೀಲತೆ ಮತ್ತು ಜೀವನೋಪಾಯ ಇಲಾಖೆಯ ಜಿಲ್ಲಾ ಕೌಶಲ್ಯಾಭಿವೃದ್ಧಿ ಅಧಿಕಾರಿಯವರ ಪ್ರಕಟಣೆಯಲ್ಲಿ ತಿಳಿಸಿದ್ದಾರೆ. <box>972 1211 1277 1394</box>
article-3-col-1: ಚಾಮರಾಜನಗರ.ಮೇ:– ಗ್ರಾಮೀಣ ಪ್ರದೇಶಗಳಲ್ಲಿ ಕೋವಿಡ್ ಸೋಂಕು ಹರಡುವುದನ್ನು ತಡೆಗಟ್ಟಿ ಕೊರೊನಾ ಮುಕ್ತ ಗ್ರಾಮಪಂಚಾಯತಿ ಯನ್ನಾಗಿಸುವ ಉದ್ದೇಶದಿಂದ ಹಮ್ಮಿಕೊಂಡಿರುವ ವಿನೂತನ ಚಾಮರಾಜನಗರ ತಾಲೂಕು ಕೋವಿಡ್ ಕ್ಯಾಪ್ಟನ್ ಕಾರ್ಯಕ್ಕೆ ಇಂದು ಚಾಲನೆ ನೀಡಲಾಯಿತು. ನಗರದ ಜಿಲ್ಲಾಡಳಿತ ಭವನ ಆವರಣದ ಮುಂಭಾಗದಲ್ಲಿ ಕೋವಿಡ್ ಕ್ಯಾಪ್ಟನ್ ನೂತನ ಕಾರ್ಯಕ್ರಮಕ್ಕೆ ಶಾಸಕರಾದ ಸಿ.ಪುಟ್ಟರಂಗಶೆಟ್ಟಿ, ಪೌರಾಡಳಿತ ನಿರ್ದೇಶನಾಲಯದ ನಿರ್ದೇಶಕರು ಹಾಗೂ ಜಿಲ್ಲಾ ಉಸ್ತುವಾರಿ ಕಾರ್ಯದರ್ಶಿಯವರಾದ ಬಿ.ಬಿ. ಕಾವೇರಿ, ಜಿಲ್ಲಾಧಿಕಾರಿಯವರಾದ ಡಾ. ಎಂ.ಆರ್. ರವಿ, ಜಿಲ್ಲಾ ಪೊಲೀಸ್ ವರಿಷ್ಠಾಧಿಕಾರಿಗಳಾದ ದಿವ್ಯಾ ಸಾರಾ ಥಾಮಸ್, ಜಿಲ್ಲಾ ಪಂಚಾಯತ್ ಮುಖ್ಯ ಕಾರ್ಯನಿರ್ವಾಹಕಾಧಿಕಾರಿ ಹರ್ಷಲ್ ಭೋಯರ್ ನಾರಾಯಣ ರಾವ್, ಹೆಚ್ಚುವರಿ ಜಿಲ್ಲಾಧಿಕಾರಿ <box>664 601 804 981</box>
article-4-col-1: ಚಾಮರಾಜನಗರ.ಮೇ:– ಕೊರೊನಾ ನಿಯಂತ್ರಿಸುವ ನಿಟ್ಟಿನಲ್ಲಿ ಕೌಶಲ್ಯಾಭಿವೃದ್ಧಿ ಮತ್ತು ಉದ್ಯಮಶೀಲತೆ ಮತ್ತು ಜೀವನೋಪಾಯ ಇಲಾಖೆ ವತಿಯಿಂದ ಸಹಾಯಕ ಆರೋಗ್ಯ ಸಿಬ್ಬಂದಿಯನ್ನು ಪ್ರಧಾನ ಮಂತ್ರಿ ಕೌಶಲ್ಯ ವಿಕಾಸ್ ಯೋಜನೆಯ ವಿವಿಧ ಜಾಬ್‌ರೋಲ್‌ಗಳಿಗೆ ನೇಮಕಗೊಳ್ಳಲು ನಿಗದಿಪಡಿಸುವ ಒಂದು ತಿಂಗಳು ತರಬೇತಿಗೆ ಅರ್ಜಿ ಆಹ್ವಾನಿಸಲಾಗಿದೆ. ಎಮರ್ಜೆನ್ಸಿ ಮೆಡಿಕಲ್ ಟೆಕ್ನಿಷಿಯನ್ – ಬೇಸಿಕ್ ತರಬೇತಿಗೆ 39 ಮಂದಿ, ಫ್ಲೆಬೋಟಮಿಸ್ಟ್ ತರಬೇತಿಗೆ 45 ಮಂದಿ, ಮೆಡಿಕಲ್ ರೆಕಾರ್ಡ್ ಅಸಿಸ್ಟೆಂಟ್ ತರಬೇತಿಗೆ 14 ಮಂದಿಯನ್ನು ಆಯ್ಕೆ ಮಾಡಲಿದ್ದು ಇದಕ್ಕಾಗಿ ದ್ವಿತೀಯ ಪಿಯುಸಿ (ವಿಜ್ಞಾನ) ವಿದ್ಯಾರ್ಹತೆ ಹೊಂದಿರಬೇಕು. ಜನರಲ್ ಡ್ಯೂಟಿ ಅಸಿಸ್ಟೆಂಟ್ (ಜಿ.ಡಿ.ಎ)ತರಬೇತಿಗೆ 141 ಮಂದಿ, ಜಿಡಿಎ–ಅಡ್ವಾನ್ಸ್ (ಕ್ರಿಟಿಕಲ್ ಕೇರ್) ತರಬೇತಿಗೆ 30 ಮಂದಿ, ಹೋಮ್ ಹೆಲ್ತ್ ಎಯ್ಡ್ ತರಬೇತಿಗೆ 50 ಮಂದಿ, ಮೆಡಿಕಲ್ ಎಕ್ವಿಪ್‌ಮೆಂಟ್ ಟೆಕ್ನಾಲಜಿ ಅಸಿಸ್ಟೆಂಟ್ ತರಬೇತಿಗೆ <box>664 1211 964 1393</box>
